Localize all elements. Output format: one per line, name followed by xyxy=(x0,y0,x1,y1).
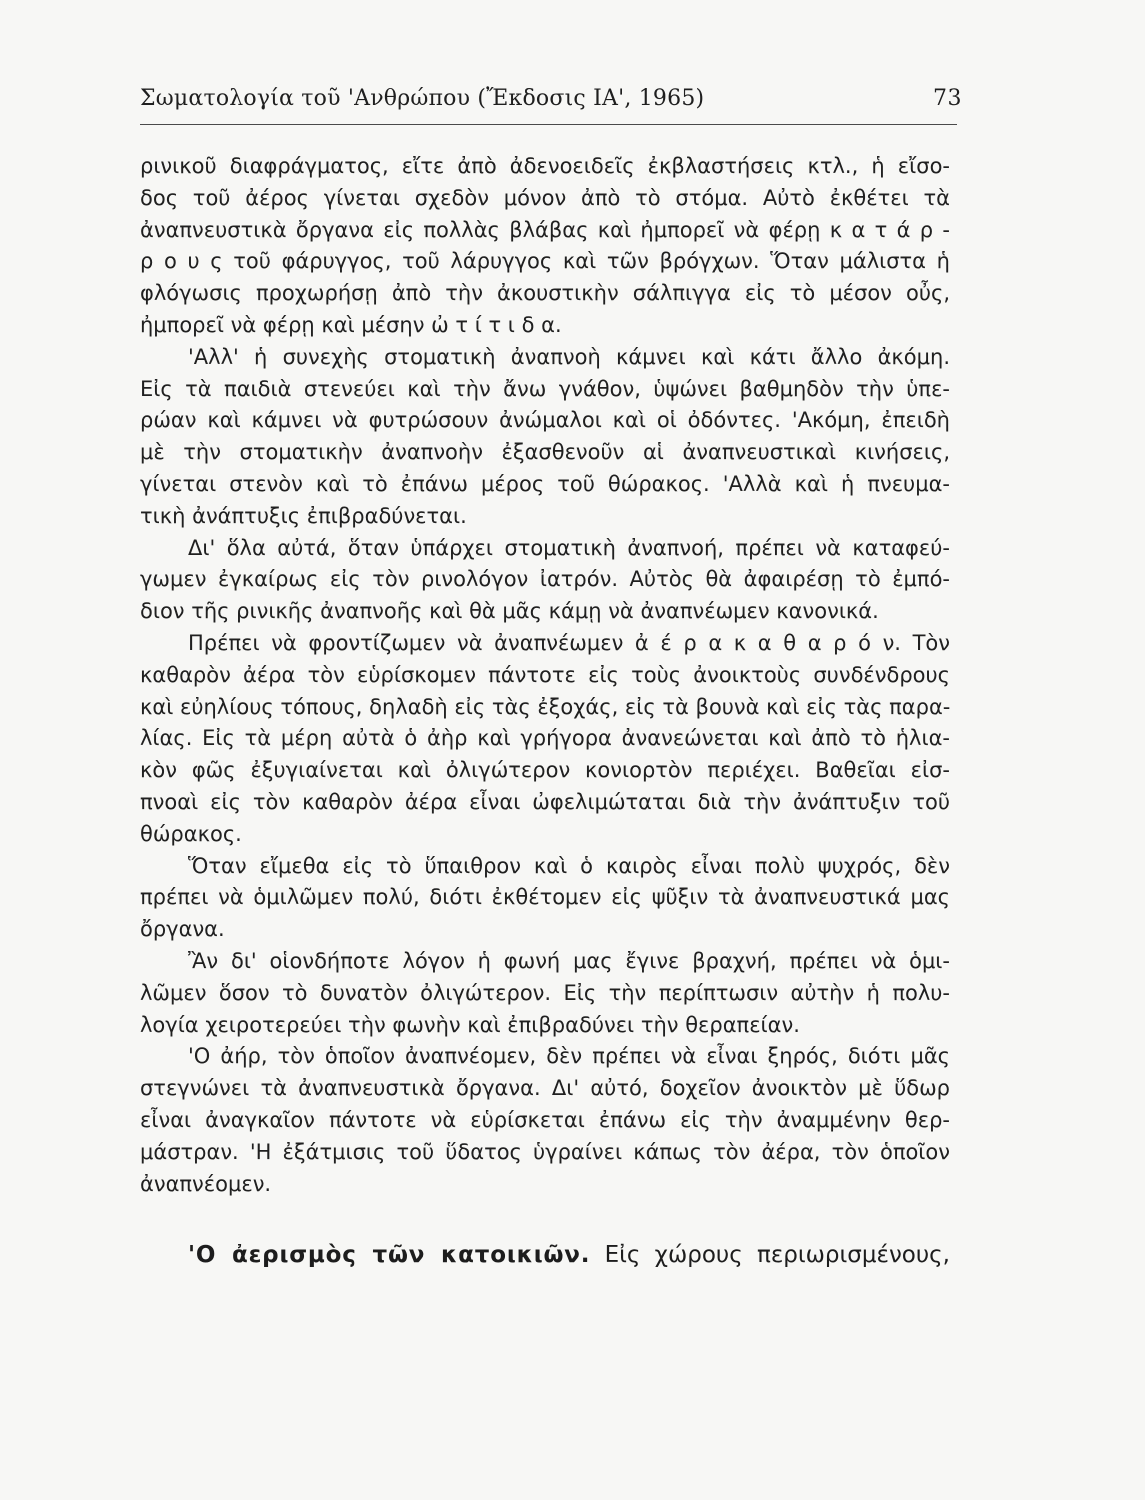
paragraph-hoarse-voice xyxy=(140,946,950,1041)
text-line: ἠμπορεῖ νὰ φέρῃ καὶ μέσην ὠ τ ί τ ι δ α. xyxy=(140,312,562,337)
text-line: στεγνώνει τὰ ἀναπνευστικὰ ὄργανα. Δι' αὐτό, δοχεῖον ἀνοικτὸν μὲ ὕδωρ xyxy=(140,1076,950,1101)
text-line: λογία χειροτερεύει τὴν φωνὴν καὶ ἐπιβραδύνει τὴν θεραπείαν. xyxy=(140,1012,800,1037)
section-title: 'Ο ἀερισμὸς τῶν κατοικιῶν. xyxy=(188,1242,591,1269)
text-line: μὲ τὴν στοματικὴν ἀναπνοὴν ἐξασθενοῦν αἱ ἀναπνευστικαὶ κινήσεις, xyxy=(140,440,950,465)
text-line: καθαρὸν ἀέρα τὸν εὑρίσκομεν πάντοτε εἰς τοὺς ἀνοικτοὺς συνδένδρους xyxy=(140,662,950,687)
text-line: πνοαὶ εἰς τὸν καθαρὸν ἀέρα εἶναι ὠφελιμώταται διὰ τὴν ἀνάπτυξιν τοῦ xyxy=(140,789,950,814)
text-line: ρ ο υ ς τοῦ φάρυγγος, τοῦ λάρυγγος καὶ τῶν βρόγχων. Ὅταν μάλιστα ἡ xyxy=(140,249,950,274)
text-line: ἀναπνευστικὰ ὄργανα εἰς πολλὰς βλάβας καὶ ἠμπορεῖ νὰ φέρῃ κ α τ ά ρ - xyxy=(140,217,950,242)
section-spacing xyxy=(140,1200,950,1238)
text-line: 'Αλλ' ἡ συνεχὴς στοματικὴ ἀναπνοὴ κάμνει καὶ κάτι ἄλλο ἀκόμη. xyxy=(188,344,950,369)
text-line: ὄργανα. xyxy=(140,917,225,942)
paragraph-cold-weather xyxy=(140,851,950,946)
section-continuation: Εἰς χώρους περιωρισμένους, xyxy=(604,1242,950,1269)
text-line: λῶμεν ὅσον τὸ δυνατὸν ὀλιγώτερον. Εἰς τὴν περίπτωσιν αὐτὴν ἡ πολυ- xyxy=(140,980,950,1005)
paragraph-clean-air xyxy=(140,628,950,851)
text-line: γίνεται στενὸν καὶ τὸ ἐπάνω μέρος τοῦ θώρακος. 'Αλλὰ καὶ ἡ πνευμα- xyxy=(140,471,950,496)
text-line: διον τῆς ρινικῆς ἀναπνοῆς καὶ θὰ μᾶς κάμῃ νὰ ἀναπνέωμεν κανονικά. xyxy=(140,599,879,624)
header-rule xyxy=(140,124,957,125)
text-line: ρώαν καὶ κάμνει νὰ φυτρώσουν ἀνώμαλοι καὶ οἱ ὀδόντες. 'Ακόμη, ἐπειδὴ xyxy=(140,408,950,433)
text-line: ρινικοῦ διαφράγματος, εἴτε ἀπὸ ἀδενοειδεῖς ἐκβλαστήσεις κτλ., ἡ εἴσο- xyxy=(140,154,950,178)
text-line: τικὴ ἀνάπτυξις ἐπιβραδύνεται. xyxy=(140,503,467,528)
text-line: Εἰς τὰ παιδιὰ στενεύει καὶ τὴν ἄνω γνάθον, ὑψώνει βαθμηδὸν τὴν ὑπε- xyxy=(140,376,950,401)
text-line: Ἂν δι' οἱονδήποτε λόγον ἡ φωνή μας ἔγινε βραχνή, πρέπει νὰ ὁμι- xyxy=(188,948,950,973)
text-line: Δι' ὅλα αὐτά, ὅταν ὑπάρχει στοματικὴ ἀναπνοή, πρέπει νὰ καταφεύ- xyxy=(188,535,950,560)
main-text xyxy=(140,151,950,1272)
running-title: Σωματολογία τοῦ 'Ανθρώπου (Ἔκδοσις ΙΑ', 1965) xyxy=(140,86,705,111)
text-line: πρέπει νὰ ὁμιλῶμεν πολύ, διότι ἐκθέτομεν εἰς ψῦξιν τὰ ἀναπνευστικά μας xyxy=(140,885,950,910)
text-line: ἀναπνέομεν. xyxy=(140,1171,272,1196)
text-line: Ὅταν εἴμεθα εἰς τὸ ὕπαιθρον καὶ ὁ καιρὸς εἶναι πολὺ ψυχρός, δὲν xyxy=(188,853,950,878)
text-line: θώρακος. xyxy=(140,821,242,846)
text-line: γωμεν ἐγκαίρως εἰς τὸν ρινολόγον ἰατρόν. Αὐτὸς θὰ ἀφαιρέσῃ τὸ ἐμπό- xyxy=(140,567,950,592)
text-line: μάστραν. 'Η ἐξάτμισις τοῦ ὕδατος ὑγραίνει κάπως τὸν ἀέρα, τὸν ὁποῖον xyxy=(140,1139,950,1164)
text-line: καὶ εὐηλίους τόπους, δηλαδὴ εἰς τὰς ἐξοχάς, εἰς τὰ βουνὰ καὶ εἰς τὰς παρα- xyxy=(140,694,951,719)
paragraph-mouth-breathing-effects xyxy=(140,342,950,533)
running-header xyxy=(140,86,962,126)
paragraph-humid-air xyxy=(140,1041,950,1200)
text-line: 'Ο ἀήρ, τὸν ὁποῖον ἀναπνέομεν, δὲν πρέπει νὰ εἶναι ξηρός, διότι μᾶς xyxy=(188,1044,950,1069)
page-number: 73 xyxy=(933,86,962,111)
text-line: δος τοῦ ἀέρος γίνεται σχεδὸν μόνον ἀπὸ τὸ στόμα. Αὐτὸ ἐκθέτει τὰ xyxy=(140,185,950,210)
text-line: φλόγωσις προχωρήσῃ ἀπὸ τὴν ἀκουστικὴν σάλπιγγα εἰς τὸ μέσον οὖς, xyxy=(140,281,950,306)
text-line: κὸν φῶς ἐξυγιαίνεται καὶ ὀλιγώτερον κονιορτὸν περιέχει. Βαθεῖαι εἰσ- xyxy=(140,758,950,783)
text-line: Πρέπει νὰ φροντίζωμεν νὰ ἀναπνέωμεν ἀ έ ρ α κ α θ α ρ ό ν. Τὸν xyxy=(188,630,950,655)
text-line: εἶναι ἀναγκαῖον πάντοτε νὰ εὑρίσκεται ἐπάνω εἰς τὴν ἀναμμένην θερ- xyxy=(140,1107,950,1132)
paragraph-see-rhinologist xyxy=(140,533,950,628)
text-line: λίας. Εἰς τὰ μέρη αὐτὰ ὁ ἀὴρ καὶ γρήγορα ἀνανεώνεται καὶ ἀπὸ τὸ ἡλια- xyxy=(140,726,950,751)
section-opening-line xyxy=(140,1238,950,1272)
paragraph-nasal-obstruction xyxy=(140,151,950,342)
